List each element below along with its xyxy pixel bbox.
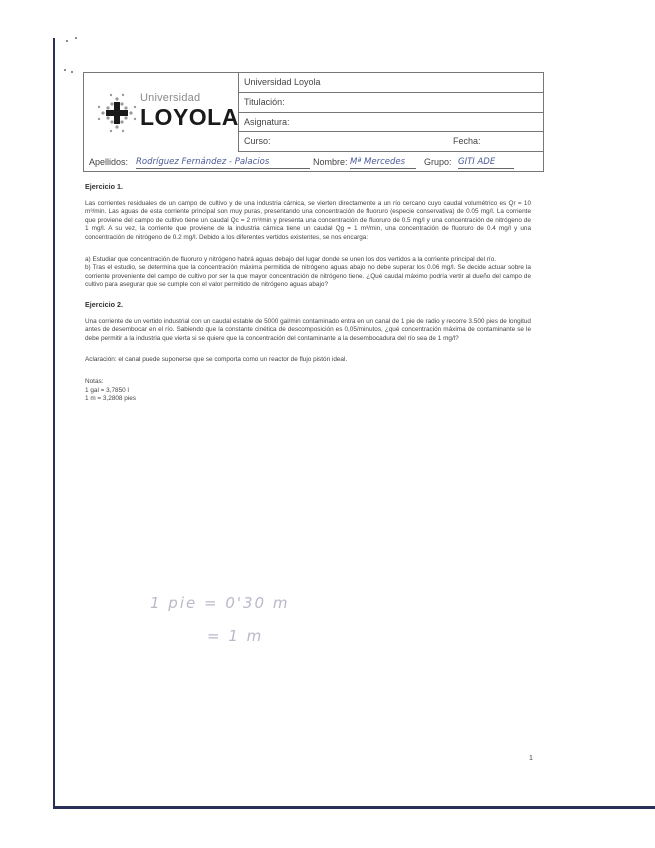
apellidos-value: Rodríguez Fernández - Palacios bbox=[136, 156, 310, 169]
asignatura-field: Asignatura: bbox=[239, 113, 543, 133]
grupo-value: GITI ADE bbox=[458, 156, 514, 169]
scan-speck bbox=[66, 40, 68, 42]
ejercicio2-text: Una corriente de un vertido industrial con un caudal estable de 5000 gal/min contaminado entra en un canal de 1 pie de radio y recorre 3.500 pies de longitud antes de desembocar en el río. Sabiendo que la constante cinética de descomposición es 0,05/minutos, ¿qué concentración máxima de contaminante se le debe permitir a la industria que vierta si se quiere que la concentración del contaminante a la desembocadura del río sea de 1 mg/l? bbox=[85, 317, 531, 342]
page-number: 1 bbox=[529, 755, 533, 762]
scan-bottom-edge bbox=[53, 806, 655, 809]
nombre-label: Nombre: bbox=[313, 157, 348, 167]
handwritten-note-line2: = 1 m bbox=[207, 627, 264, 645]
ejercicio1-title: Ejercicio 1. bbox=[85, 182, 123, 191]
university-logo bbox=[84, 73, 239, 152]
ejercicio1-intro: Las corrientes residuales de un campo de cultivo y de una industria cárnica, se vierten directamente a un río cercano cuyo caudal volumétrico es Qr = 10 m³/min. Las aguas de esta corriente principal son muy puras, presentando una concentración de fluoruro (especie conservativa) de 0.05 mg/l. La corriente que proviene del campo de cultivo tiene un caudal Qc = 2 m³/min y presenta una concentración de fluoruro de 0.5 mg/l y una concentración de nitrógeno de 1 mg/l. A su vez, la corriente que proviene de la industria cárnica tiene un caudal Qg = 1 m³/min, una concentración de fluoruro de 0.4 mg/l y una concentración de nitrógeno de 0.2 mg/l. Debido a los diferentes vertidos existentes, se nos encarga: bbox=[85, 199, 531, 241]
apellidos-label: Apellidos: bbox=[89, 157, 129, 167]
logo-universidad-text: Universidad bbox=[140, 92, 201, 104]
course-info bbox=[239, 73, 543, 152]
fecha-field: Fecha: bbox=[453, 136, 481, 147]
loyola-cross-icon bbox=[93, 89, 141, 137]
scan-speck bbox=[71, 71, 73, 73]
scan-left-edge bbox=[53, 38, 55, 808]
ejercicio2-nota-m: 1 m = 3,2808 pies bbox=[85, 395, 136, 403]
ejercicio2-nota-gal: 1 gal = 3,7850 l bbox=[85, 386, 129, 394]
titulacion-field: Titulación: bbox=[239, 93, 543, 113]
nombre-value: Mª Mercedes bbox=[350, 156, 416, 169]
ejercicio1-part-a: a) Estudiar que concentración de fluoruro y nitrógeno habrá aguas debajo del lugar donde se unen los dos vertidos a la corriente principal del río. bbox=[85, 255, 497, 263]
ejercicio2-notas-label: Notas: bbox=[85, 377, 104, 385]
exam-content bbox=[85, 183, 531, 404]
grupo-label: Grupo: bbox=[424, 157, 452, 167]
university-name: Universidad Loyola bbox=[239, 73, 543, 93]
handwritten-note-line1: 1 pie = 0'30 m bbox=[150, 594, 290, 612]
student-name-row bbox=[84, 152, 543, 172]
curso-field: Curso: Fecha: bbox=[239, 132, 543, 152]
scan-speck bbox=[64, 69, 66, 71]
ejercicio2-aclaracion: Aclaración: el canal puede suponerse que se comporta como un reactor de flujo pistón ideal. bbox=[85, 356, 348, 364]
ejercicio2-title: Ejercicio 2. bbox=[85, 299, 123, 309]
scan-speck bbox=[75, 37, 77, 39]
logo-loyola-text: LOYOLA bbox=[140, 104, 239, 130]
exam-header bbox=[83, 72, 544, 172]
ejercicio1-part-b: b) Tras el estudio, se determina que la concentración máxima permitida de nitrógeno aguas abajo no debe superar los 0.06 mg/l. Se decide actuar sobre la corriente proveniente del campo de cultivo por ser la que mayor concentración de nitrógeno tiene. ¿Qué caudal máximo podría vertir al dueño del campo de cultivo para asegurar que se cumple con el valor permitido de nitrógeno aguas abajo? bbox=[85, 264, 531, 289]
